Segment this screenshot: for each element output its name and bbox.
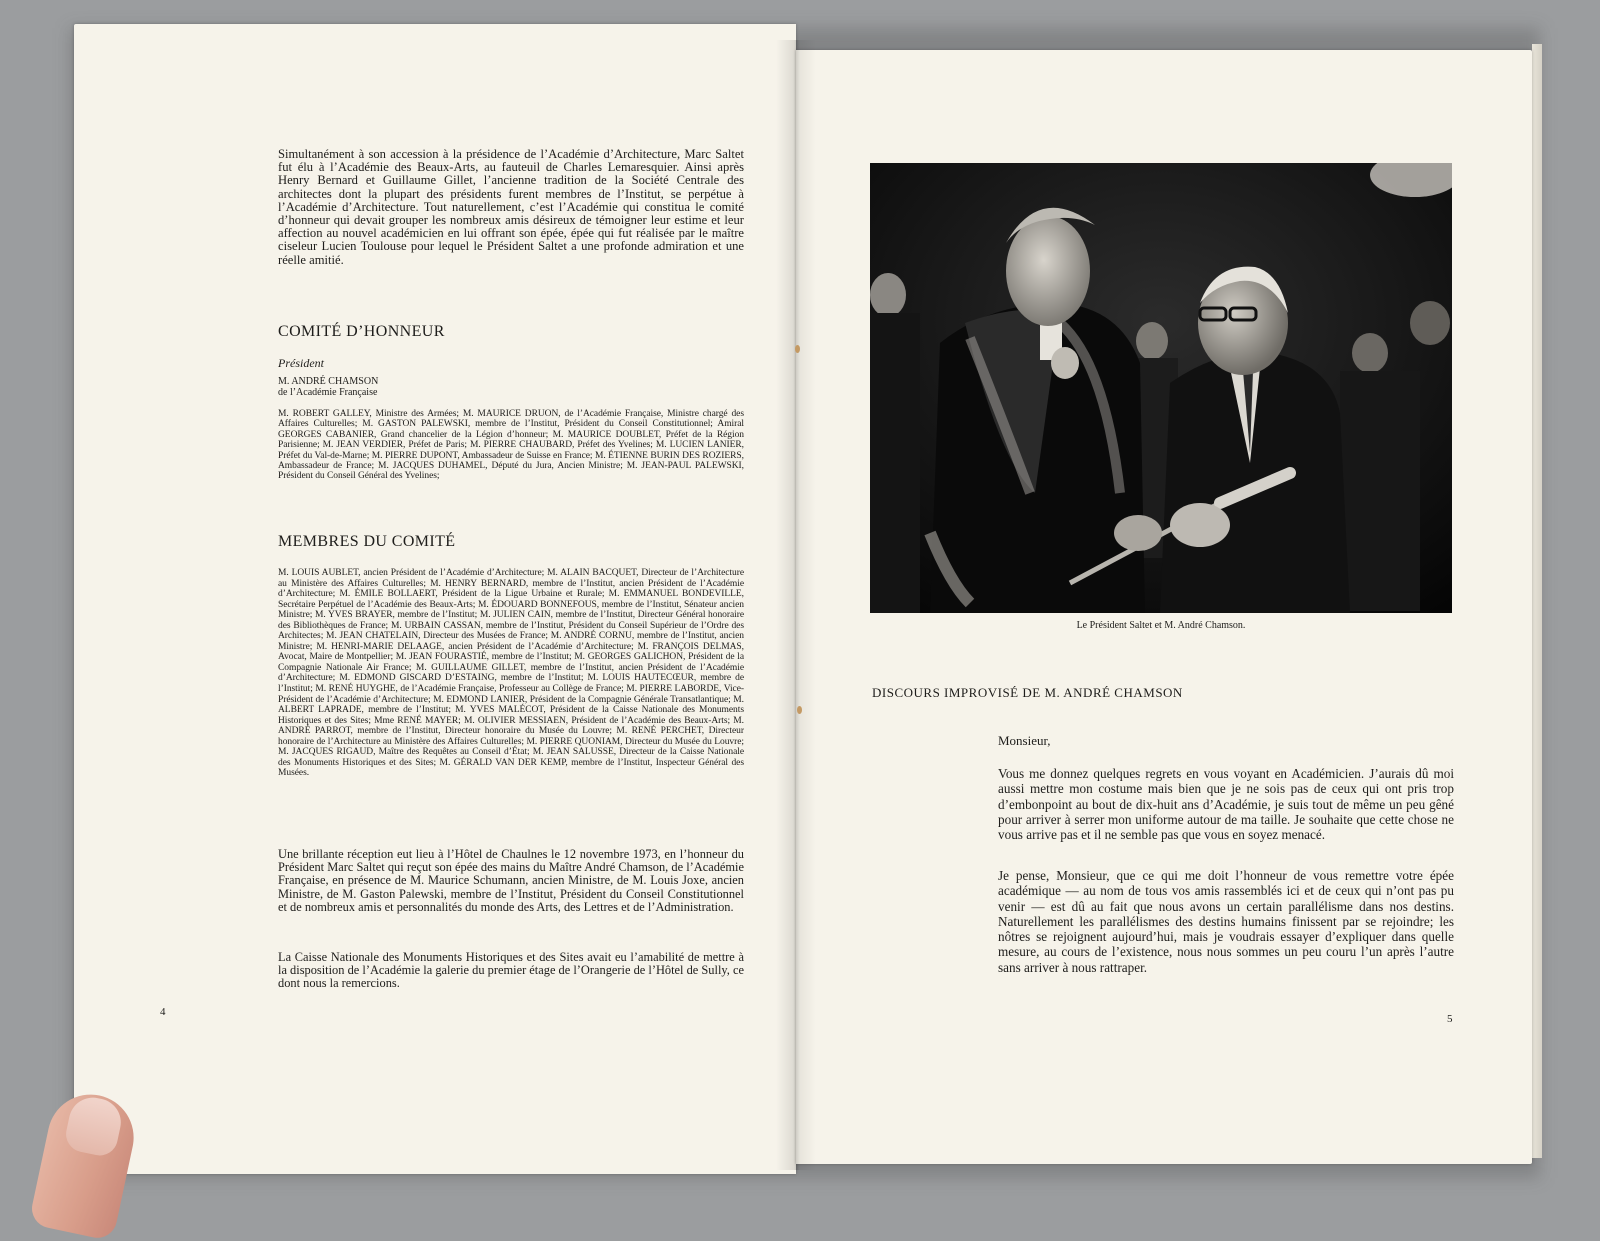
membres-comite-heading: MEMBRES DU COMITÉ — [278, 533, 456, 550]
ceremony-photo — [870, 163, 1452, 613]
president-title: de l’Académie Française — [278, 387, 378, 398]
intro-paragraph: Simultanément à son accession à la présidence de l’Académie d’Architecture, Marc Saltet fut élu à l’Académie des Beaux-Arts, au fauteuil de Charles Lemaresquier. Ainsi après Henry Bernard et Guillaume Gillet, l’ancienne tradition de la Société Centrale des architectes dont la plupart des présidents furent membres de l’Institut, se perpétue à l’Académie d’Architecture. Tout naturellement, c’est l’Académie qui constitua le comité d’honneur qui devait grouper les nombreux amis désireux de témoigner leur estime et leur affection au nouvel académicien en lui offrant son épée, épée qui fut réalisée par le maître ciseleur Lucien Toulouse pour lequel le Président Saltet a une profonde admiration et une réelle amitié. — [278, 147, 744, 267]
speech-salutation: Monsieur, — [998, 733, 1051, 748]
speech-heading: DISCOURS IMPROVISÉ DE M. ANDRÉ CHAMSON — [872, 685, 1183, 700]
president-label: Président — [278, 356, 324, 370]
speech-paragraph: Je pense, Monsieur, que ce qui me doit l’honneur de vous remettre votre épée académique — au nom de tous vos amis rassemblés ici et de ceux qui n’ont pas pu venir — est dû au fait que nous avons un certain parallélisme dans nos destins. Naturellement les parallélismes des destins humains finissent par se rejoindre; les nôtres se rejoignent aujourd’hui, mais je voudrais essayer d’expliquer dans quelle mesure, au cours de l’existence, nous nous sommes un peu couru l’un après l’autre sans arriver à nous rattraper. — [998, 868, 1454, 975]
book-gutter — [776, 40, 816, 1170]
page-number-right: 5 — [1447, 1013, 1453, 1025]
caisse-paragraph: La Caisse Nationale des Monuments Historiques et des Sites avait eu l’amabilité de mettre à la disposition de l’Académie la galerie du premier étage de l’Orangerie de l’Hôtel de Sully, ce dont nous la remercions. — [278, 950, 744, 991]
photo-caption: Le Président Saltet et M. André Chamson. — [1076, 620, 1246, 631]
committee-members-list: M. LOUIS AUBLET, ancien Président de l’Académie d’Architecture; M. ALAIN BACQUET, Directeur de l’Architecture au Ministère des Affaires Culturelles; M. HENRY BERNARD, membre de l’Institut, ancien Président de l’Académie d’Architecture; M. ÉMILE BOLLAERT, Président de la Ligue Urbaine et Rurale; M. EMMANUEL BONDEVILLE, Secrétaire Perpétuel de l’Académie des Beaux-Arts; M. ÉDOUARD BONNEFOUS, membre de l’Institut, Sénateur ancien Ministre; M. YVES BRAYER, membre de l’Institut; M. JULIEN CAIN, membre de l’Institut, Directeur Général honoraire des Bibliothèques de France; M. URBAIN CASSAN, membre de l’Institut, Président du Conseil Supérieur de l’Ordre des Architectes; M. JEAN CHATELAIN, Directeur des Musées de France; M. ANDRÉ CORNU, membre de l’Institut, ancien Ministre; M. HENRI-MARIE DELAAGE, ancien Président de l’Académie d’Architecture; M. FRANÇOIS DELMAS, Avocat, Maire de Montpellier; M. JEAN FOURASTIÉ, membre de l’Institut; M. GEORGES GALICHON, Président de la Compagnie Nationale Air France; M. GUILLAUME GILLET, membre de l’Institut, ancien Président de l’Académie d’Architecture; M. EDMOND GISCARD D’ESTAING, membre de l’Institut; M. LOUIS HAUTECŒUR, membre de l’Institut; M. RENÉ HUYGHE, de l’Académie Française, Professeur au Collège de France; M. PIERRE LABORDE, Vice-Président de l’Académie d’Architecture; M. EDMOND LANIER, Président de la Compagnie Générale Transatlantique; M. ALBERT LAPRADE, membre de l’Institut; M. YVES MALÉCOT, Président de la Caisse Nationale des Monuments Historiques et des Sites; Mme RENÉ MAYER; M. OLIVIER MESSIAEN, Président de l’Académie des Beaux-Arts; M. ANDRÉ PARROT, membre de l’Institut, Directeur honoraire du Musée du Louvre; M. RENÉ PERCHET, Directeur honoraire de l’Architecture au Ministère des Affaires Culturelles; M. PIERRE QUONIAM, Directeur du Musée du Louvre; M. JACQUES RIGAUD, Maître des Requêtes au Conseil d’État; M. JEAN SALUSSE, Directeur de la Caisse Nationale des Monuments Historiques et des Sites; M. GÉRALD VAN DER KEMP, membre de l’Institut, Inspecteur Général des Musées. — [278, 568, 744, 779]
page-number-left: 4 — [160, 1006, 166, 1018]
staple-mark — [795, 345, 800, 353]
president-block — [278, 376, 378, 398]
honor-committee-list: M. ROBERT GALLEY, Ministre des Armées; M. MAURICE DRUON, de l’Académie Française, Ministre chargé des Affaires Culturelles; M. GASTON PALEWSKI, membre de l’Institut, Président du Conseil Constitutionnel; Amiral GEORGES CABANIER, Grand chancelier de la Légion d’honneur; M. MAURICE DOUBLET, Préfet de la Région Parisienne; M. JEAN VERDIER, Préfet de Paris; M. PIERRE CHAUBARD, Préfet des Yvelines; M. LUCIEN LANIER, Préfet du Val-de-Marne; M. PIERRE DUPONT, Ambassadeur de Suisse en France; M. ÉTIENNE BURIN DES ROZIERS, Ambassadeur de France; M. JACQUES DUHAMEL, Député du Jura, Ancien Ministre; M. JEAN-PAUL PALEWSKI, Président du Conseil Général des Yvelines; — [278, 409, 744, 482]
speech-paragraph: Vous me donnez quelques regrets en vous voyant en Académicien. J’aurais dû moi aussi mettre mon costume mais bien que je ne sois pas de ceux qui ont pris trop d’embonpoint au bout de dix-huit ans d’Académie, je suis tout de même un peu gêné pour arriver à serrer mon uniforme autour de ma taille. Je souhaite que cette chose ne vous arrive pas et il ne semble pas que vous en soyez menacé. — [998, 766, 1454, 843]
reception-paragraph: Une brillante réception eut lieu à l’Hôtel de Chaulnes le 12 novembre 1973, en l’honneur du Président Marc Saltet qui reçut son épée des mains du Maître André Chamson, de l’Académie Française, en présence de M. Maurice Schumann, ancien Ministre, de M. Louis Joxe, ancien Ministre, de M. Gaston Palewski, membre de l’Institut, Président du Conseil Constitutionnel et de nombreux amis et personnalités du monde des Arts, des Lettres et de l’Administration. — [278, 847, 744, 914]
comite-honneur-heading: COMITÉ D’HONNEUR — [278, 323, 445, 340]
right-page-edge — [1532, 44, 1542, 1158]
ceremony-photo-illustration — [870, 163, 1452, 613]
president-name: M. ANDRÉ CHAMSON — [278, 376, 379, 387]
staple-mark — [797, 706, 802, 714]
